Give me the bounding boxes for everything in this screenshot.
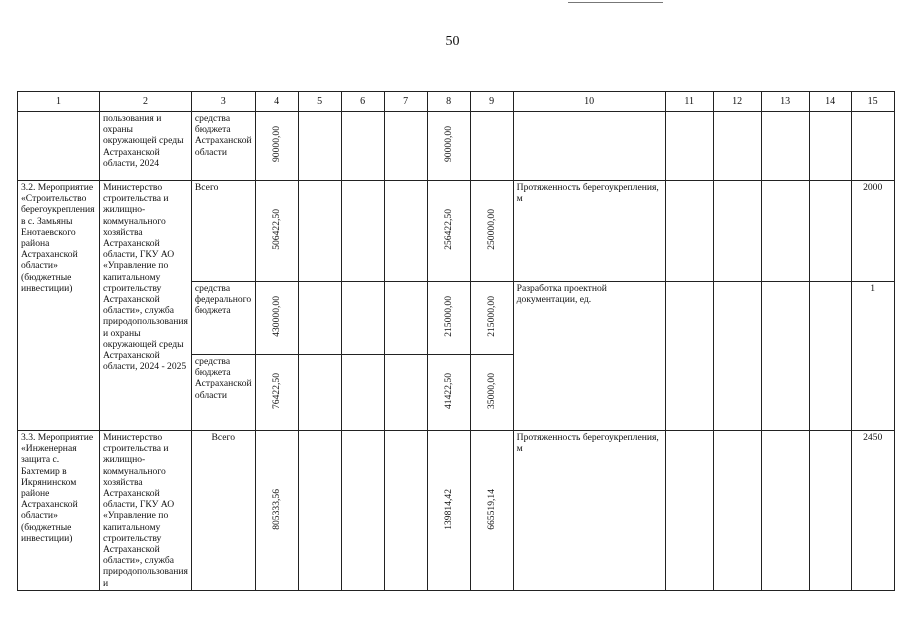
cell-empty [298,112,341,181]
cell-indicator: Разработка проектной документации, ед. [513,282,665,431]
value-text: 665519,14 [486,488,498,530]
header-cell: 11 [665,92,713,112]
cell-indicator-value: 1 [851,282,894,431]
cell-year-value [427,282,470,355]
page-number: 50 [445,34,460,49]
value-text: 41422,50 [443,372,455,409]
cell-source: средства федерального бюджета [191,282,255,355]
value-text: 250000,00 [486,209,498,250]
header-cell: 10 [513,92,665,112]
cell-total [255,431,298,591]
cell-total [255,181,298,282]
cell-empty [809,112,851,181]
table-row [18,112,895,181]
cell-empty [809,282,851,431]
cell-empty [713,112,761,181]
cell-year-value [470,282,513,355]
value-text: 215000,00 [443,296,455,337]
cell-empty [513,112,665,181]
cell-empty [851,112,894,181]
cell-empty [809,181,851,282]
cell-indicator: Протяженность берегоукрепления, м [513,181,665,282]
header-cell: 8 [427,92,470,112]
cell-empty [665,181,713,282]
cell-empty [341,282,384,355]
header-cell: 14 [809,92,851,112]
value-text: 506422,50 [271,209,283,250]
value-text: 215000,00 [486,296,498,337]
cell-year-value [427,112,470,181]
header-cell: 1 [18,92,100,112]
cell-empty [713,431,761,591]
cell-empty [298,282,341,355]
value-text: 256422,50 [443,209,455,250]
value-text: 139814,42 [443,488,455,530]
cell-empty [713,181,761,282]
header-cell: 13 [761,92,809,112]
cell-measure-title: 3.2. Мероприятие «Строительство берегоукрепления в с. Замьяны Енотаевского района Астраханской области» (бюджетные инвестиции) [18,181,100,431]
cell-total [255,355,298,431]
cell-empty [665,431,713,591]
cell-indicator-value: 2000 [851,181,894,282]
cell-year-value [427,431,470,591]
cell-source: Всего [191,431,255,591]
cell-indicator-value: 2450 [851,431,894,591]
cell-empty [761,181,809,282]
cell-empty [384,181,427,282]
measures-table [17,91,895,591]
cell-total [255,282,298,355]
cell-empty [341,431,384,591]
cell-executor: пользования и охраны окружающей среды Астраханской области, 2024 [100,112,192,181]
top-rule [568,2,663,3]
cell-empty [665,282,713,431]
value-text: 90000,00 [443,126,455,163]
cell-year-value [470,355,513,431]
cell-source: средства бюджета Астраханской области [191,355,255,431]
cell-year-value [470,431,513,591]
table-row [18,431,895,591]
cell-empty [761,112,809,181]
value-text: 805333,56 [271,488,283,530]
cell-empty [384,355,427,431]
cell-empty [713,282,761,431]
cell-empty [341,181,384,282]
cell-empty [470,112,513,181]
header-cell: 9 [470,92,513,112]
header-cell: 5 [298,92,341,112]
value-text: 76422,50 [271,372,283,409]
header-cell: 2 [100,92,192,112]
cell-total [255,112,298,181]
cell-executor: Министерство строительства и жилищно-коммунального хозяйства Астраханской области, ГКУ АО «Управление по капитальному строительству Астраханской области», служба природопользования и [100,431,192,591]
cell-empty [761,431,809,591]
header-cell: 12 [713,92,761,112]
cell-empty [341,355,384,431]
cell-empty [298,431,341,591]
cell-measure-title: 3.3. Мероприятие «Инженерная защита с. Бахтемир в Икрянинском районе Астраханской области» (бюджетные инвестиции) [18,431,100,591]
value-text: 35000,00 [486,372,498,409]
cell-empty [298,355,341,431]
cell-executor: Министерство строительства и жилищно-коммунального хозяйства Астраханской области, ГКУ АО «Управление по капитальному строительству Астраханской области», служба природопользования и охраны окружающей среды Астраханской области, 2024 - 2025 [100,181,192,431]
cell-empty [384,282,427,355]
cell-source: Всего [191,181,255,282]
cell-empty [341,112,384,181]
cell-indicator: Протяженность берегоукрепления, м [513,431,665,591]
cell-year-value [427,181,470,282]
value-text: 430000,00 [271,296,283,337]
header-cell: 3 [191,92,255,112]
cell-empty [298,181,341,282]
header-cell: 4 [255,92,298,112]
header-row [18,92,895,112]
table-row [18,181,895,253]
cell-year-value [427,355,470,431]
cell-empty [665,112,713,181]
cell-empty [761,282,809,431]
header-cell: 6 [341,92,384,112]
cell-empty [809,431,851,591]
cell-empty [384,431,427,591]
cell-source: средства бюджета Астраханской области [191,112,255,181]
cell-year-value [470,181,513,282]
cell-empty [18,112,100,181]
header-cell: 15 [851,92,894,112]
value-text: 90000,00 [271,126,283,163]
cell-empty [384,112,427,181]
header-cell: 7 [384,92,427,112]
